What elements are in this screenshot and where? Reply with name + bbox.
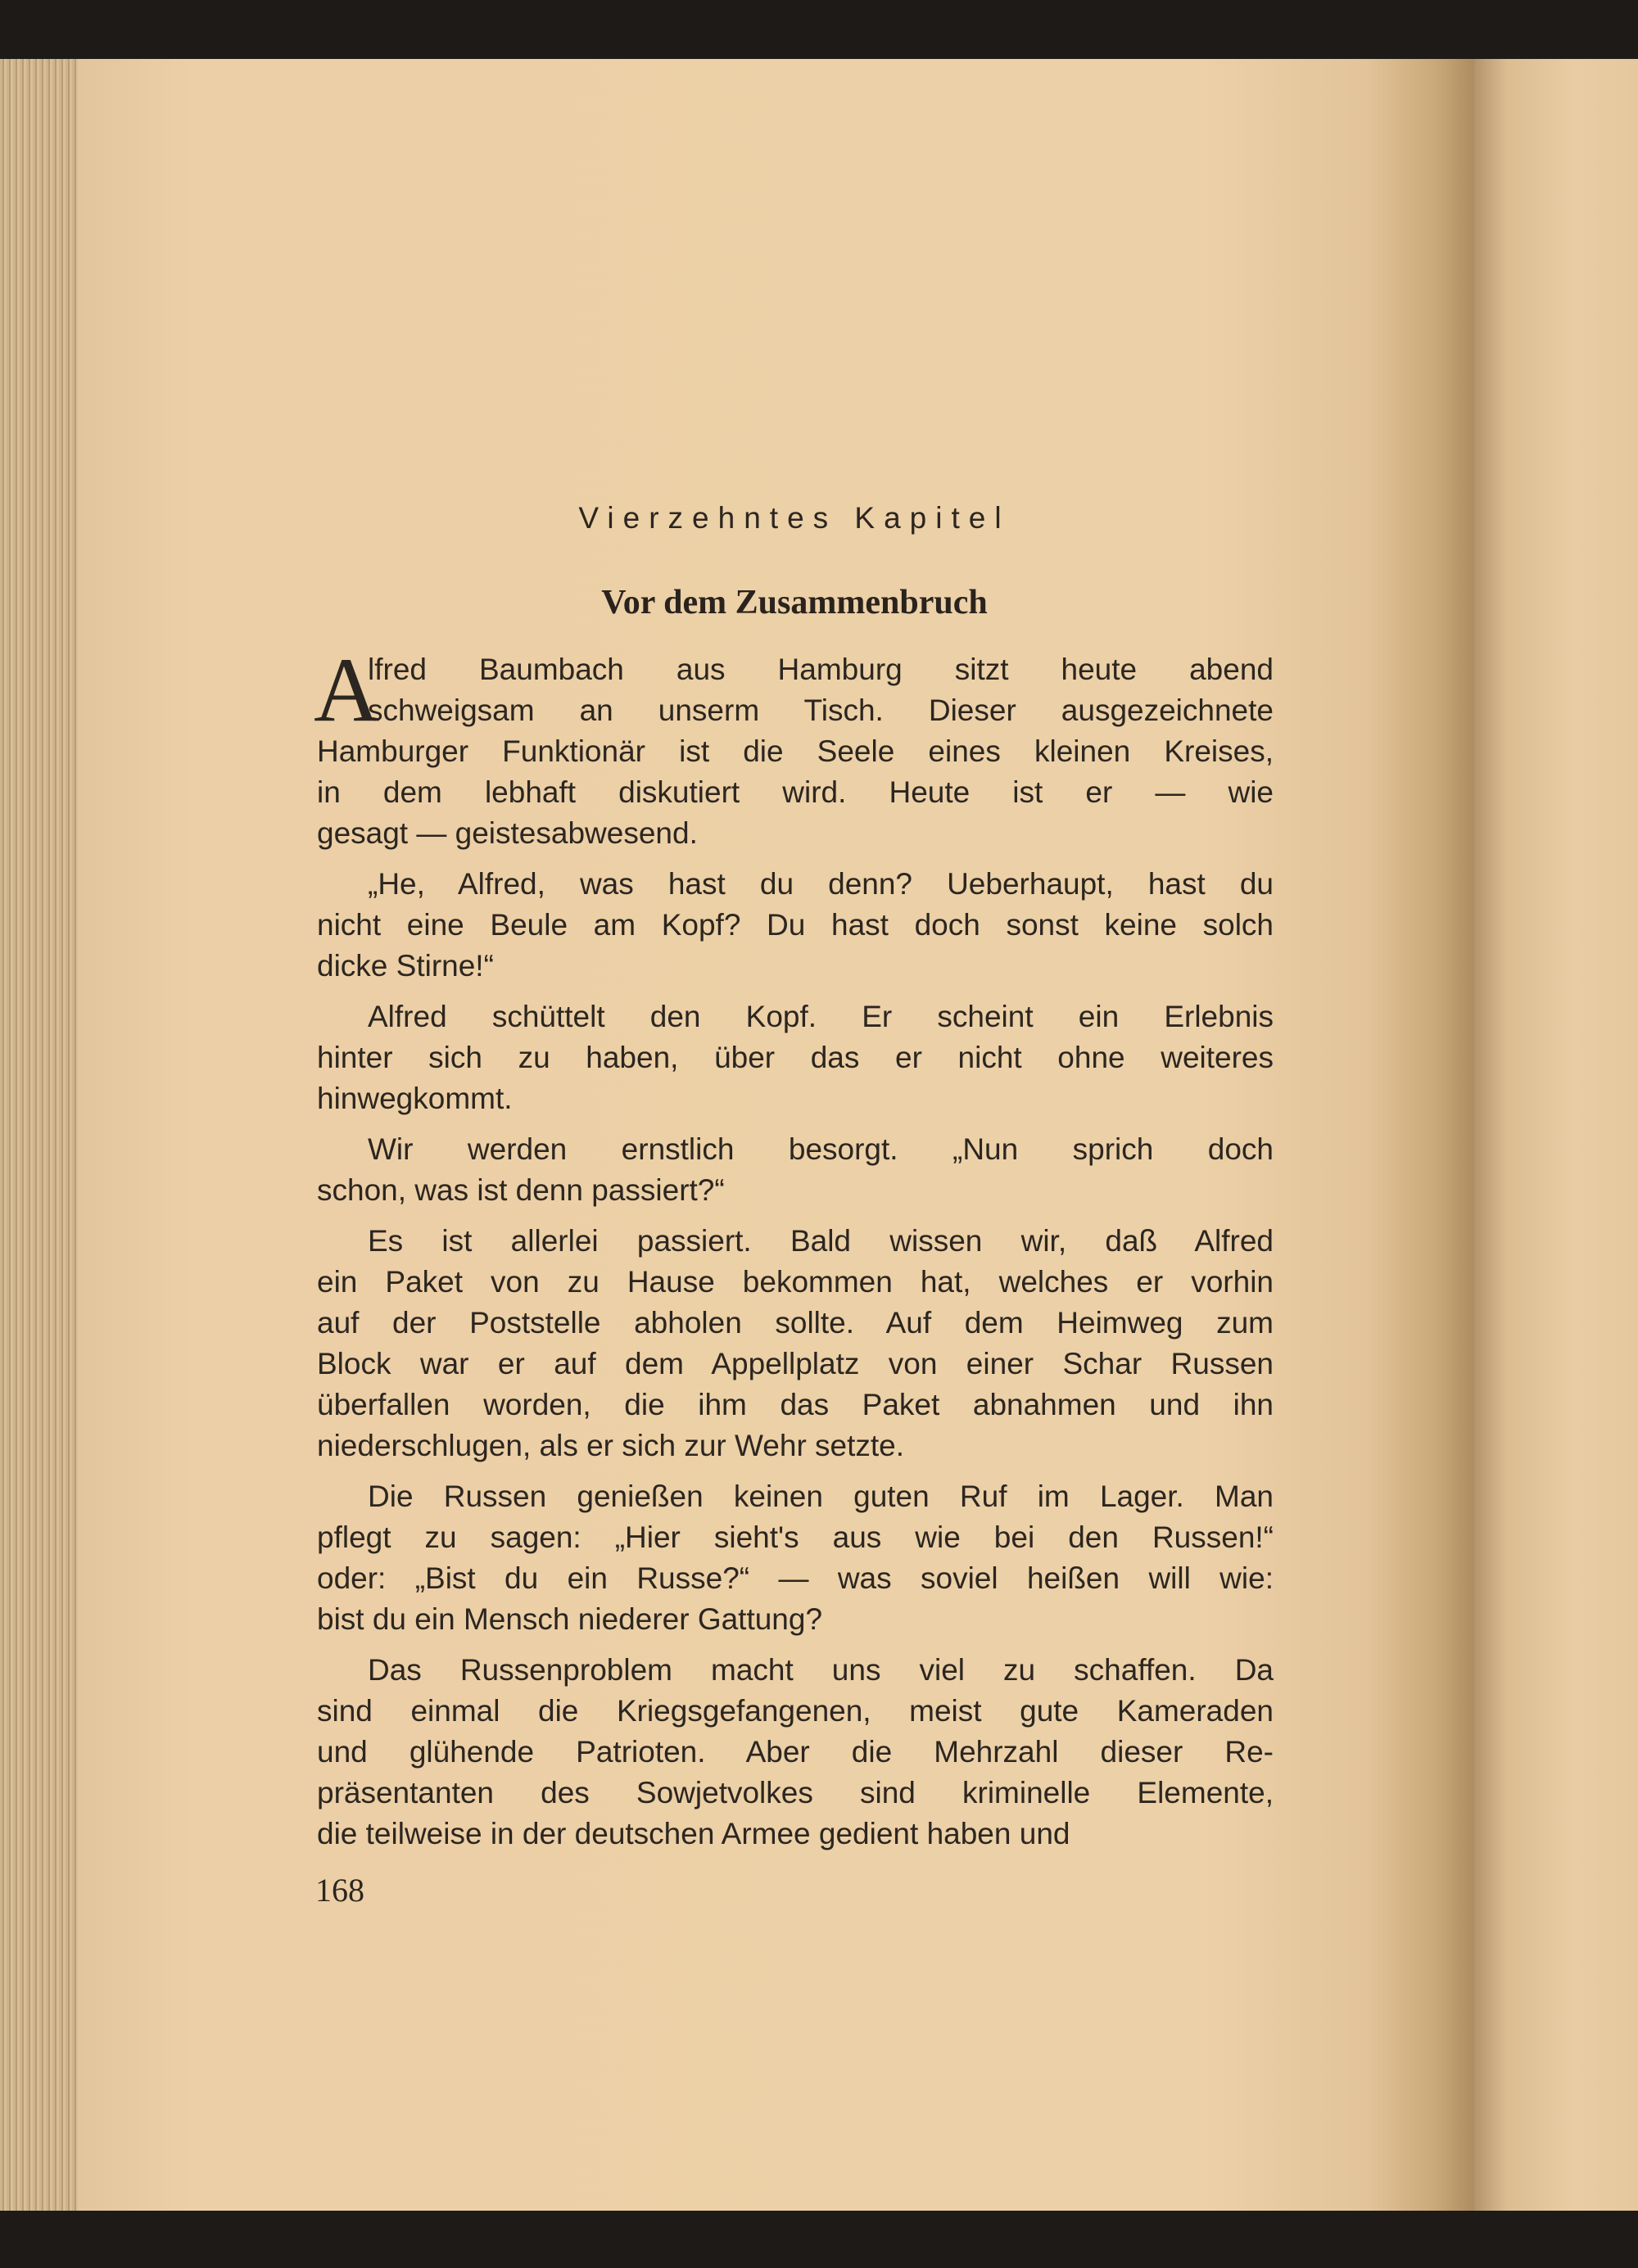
text-line: bist du ein Mensch niederer Gattung? (317, 1602, 823, 1636)
paragraph (317, 1129, 1274, 1211)
paragraph (317, 1221, 1274, 1466)
text-line: ein Paket von zu Hause bekommen hat, welches er vorhin (317, 1265, 1274, 1299)
text-line: pflegt zu sagen: „Hier sieht's aus wie bei den Russen!“ (317, 1520, 1274, 1554)
facing-page-edge (1474, 59, 1638, 2211)
paragraph (317, 996, 1274, 1119)
text-line: „He, Alfred, was hast du denn? Ueberhaupt, hast du (368, 867, 1274, 901)
text-line: nicht eine Beule am Kopf? Du hast doch sonst keine solch (317, 908, 1274, 942)
text-line: in dem lebhaft diskutiert wird. Heute ist er — wie (317, 775, 1274, 809)
text-line: Block war er auf dem Appellplatz von einer Schar Russen (317, 1347, 1274, 1380)
text-line: niederschlugen, als er sich zur Wehr setzte. (317, 1429, 905, 1462)
text-line: lfred Baumbach aus Hamburg sitzt heute abend (368, 653, 1274, 686)
drop-cap: A (314, 639, 380, 741)
text-line: Es ist allerlei passiert. Bald wissen wir, daß Alfred (368, 1224, 1274, 1258)
text-line: Alfred schüttelt den Kopf. Er scheint ein Erlebnis (368, 1000, 1274, 1033)
text-line: gesagt — geistesabwesend. (317, 816, 698, 850)
text-line: die teilweise in der deutschen Armee gedient haben und (317, 1817, 1070, 1850)
text-line: Das Russenproblem macht uns viel zu schaffen. Da (368, 1653, 1274, 1687)
text-line: auf der Poststelle abholen sollte. Auf dem Heimweg zum (317, 1306, 1274, 1340)
text-line: sind einmal die Kriegsgefangenen, meist gute Kameraden (317, 1694, 1274, 1728)
text-line: hinter sich zu haben, über das er nicht ohne weiteres (317, 1041, 1274, 1074)
chapter-title: Vor dem Zusammenbruch (601, 584, 988, 621)
text-line: schweigsam an unserm Tisch. Dieser ausgezeichnete (368, 694, 1274, 727)
paragraph (317, 1650, 1274, 1855)
text-line: schon, was ist denn passiert?“ (317, 1173, 725, 1207)
page-edges (0, 59, 78, 2211)
chapter-heading: Vierzehntes Kapitel (578, 501, 1011, 535)
text-line: Wir werden ernstlich besorgt. „Nun sprich doch (368, 1132, 1274, 1166)
text-line: dicke Stirne!“ (317, 949, 494, 983)
page-number: 168 (315, 1872, 364, 1909)
paragraph (317, 1476, 1274, 1640)
scan-background-top (0, 0, 1638, 59)
paragraph (317, 864, 1274, 987)
scan-background-bottom (0, 2211, 1638, 2268)
text-line: überfallen worden, die ihm das Paket abnahmen und ihn (317, 1388, 1274, 1421)
text-line: und glühende Patrioten. Aber die Mehrzahl dieser Re- (317, 1735, 1274, 1769)
paragraph (317, 649, 1274, 854)
text-line: Hamburger Funktionär ist die Seele eines kleinen Kreises, (317, 734, 1274, 768)
text-line: Die Russen genießen keinen guten Ruf im Lager. Man (368, 1480, 1274, 1513)
body-text (314, 639, 1274, 1864)
text-line: präsentanten des Sowjetvolkes sind kriminelle Elemente, (317, 1776, 1274, 1809)
text-line: hinwegkommt. (317, 1082, 513, 1115)
text-line: oder: „Bist du ein Russe?“ — was soviel heißen will wie: (317, 1561, 1274, 1595)
